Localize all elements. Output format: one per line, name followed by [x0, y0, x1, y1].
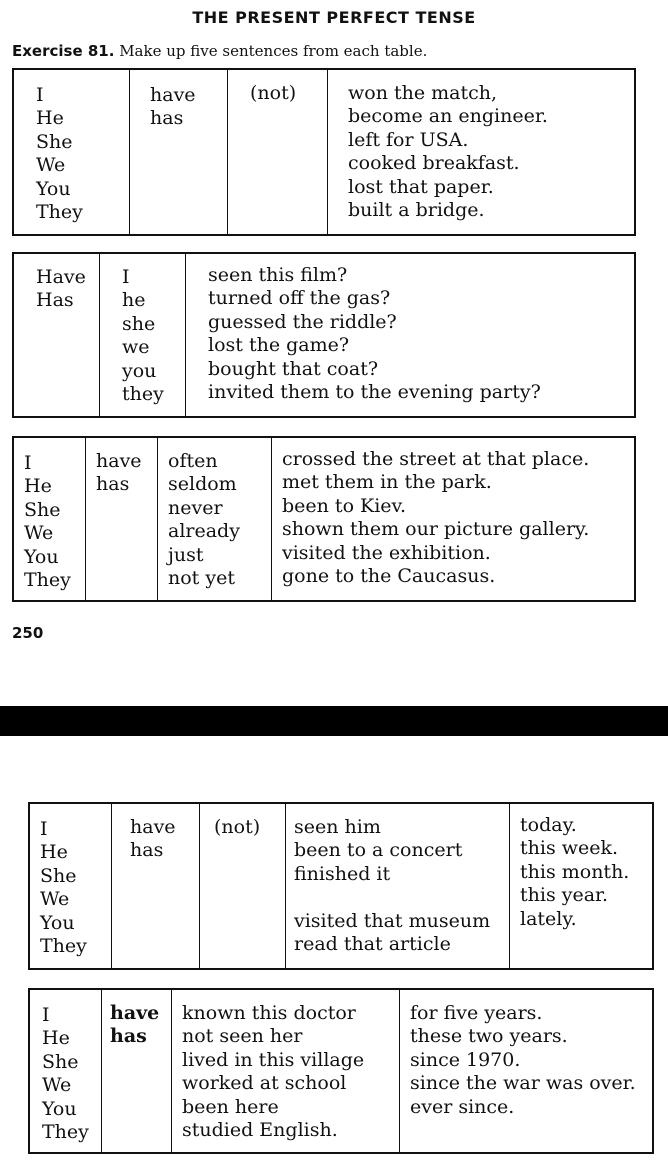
table3-adverbs-column	[158, 438, 272, 600]
table5-auxiliaries: have has	[110, 1002, 160, 1048]
table4-aux-column	[112, 804, 200, 968]
table3-adverbs: often seldom never already just not yet	[168, 450, 240, 590]
exercise-heading	[12, 42, 427, 60]
table5-durations-column	[400, 990, 652, 1152]
table3-aux-column	[86, 438, 158, 600]
table1-phrases: won the match, become an engineer. left for USA. cooked breakfast. lost that paper. built a bridge.	[348, 82, 548, 222]
table2-subjects-column	[100, 254, 186, 416]
table1-aux-column	[130, 70, 228, 234]
table4-negation-column	[200, 804, 286, 968]
table1-negation-column	[228, 70, 328, 234]
table3-subjects-column	[14, 438, 86, 600]
table4-time-column	[510, 804, 652, 968]
table5-subjects: I He She We You They	[42, 1004, 89, 1144]
table1-subjects: I He She We You They	[36, 84, 83, 224]
table5-phrases: known this doctor not seen her lived in this village worked at school been here studied English.	[182, 1002, 365, 1142]
exercise-instructions: Make up five sentences from each table.	[119, 42, 428, 60]
table4-phrases: seen him been to a concert finished it visited that museum read that article	[294, 816, 491, 956]
table5-aux-column	[102, 990, 172, 1152]
table4-time-expressions: today. this week. this month. this year. lately.	[520, 814, 630, 930]
table2-auxiliaries: Have Has	[36, 266, 86, 312]
exercise-label: Exercise 81.	[12, 42, 115, 60]
table4-subjects: I He She We You They	[40, 818, 87, 958]
table-3	[12, 436, 636, 602]
table5-subjects-column	[30, 990, 102, 1152]
table3-auxiliaries: have has	[96, 450, 142, 496]
table4-phrases-column	[286, 804, 510, 968]
table-1	[12, 68, 636, 236]
page-number: 250	[12, 624, 44, 642]
table2-phrases-column	[186, 254, 634, 416]
table1-negation: (not)	[250, 82, 297, 104]
table2-aux-column	[14, 254, 100, 416]
page-divider	[0, 706, 668, 736]
table1-auxiliaries: have has	[150, 84, 196, 130]
table-5	[28, 988, 654, 1154]
table3-phrases-column	[272, 438, 634, 600]
table-4	[28, 802, 654, 970]
table4-auxiliaries: have has	[130, 816, 176, 862]
table4-subjects-column	[30, 804, 112, 968]
table3-subjects: I He She We You They	[24, 452, 71, 592]
table5-durations: for five years. these two years. since 1970. since the war was over. ever since.	[410, 1002, 636, 1118]
table4-negation: (not)	[214, 816, 261, 838]
table-2	[12, 252, 636, 418]
table2-phrases: seen this film? turned off the gas? guessed the riddle? lost the game? bought that coat? invited them to the evening party?	[208, 264, 541, 404]
table1-phrases-column	[328, 70, 634, 234]
table1-subjects-column	[14, 70, 130, 234]
table5-phrases-column	[172, 990, 400, 1152]
page-title: THE PRESENT PERFECT TENSE	[192, 8, 476, 27]
table3-phrases: crossed the street at that place. met them in the park. been to Kiev. shown them our picture gallery. visited the exhibition. gone to the Caucasus.	[282, 448, 590, 588]
table2-subjects: I he she we you they	[122, 266, 164, 406]
